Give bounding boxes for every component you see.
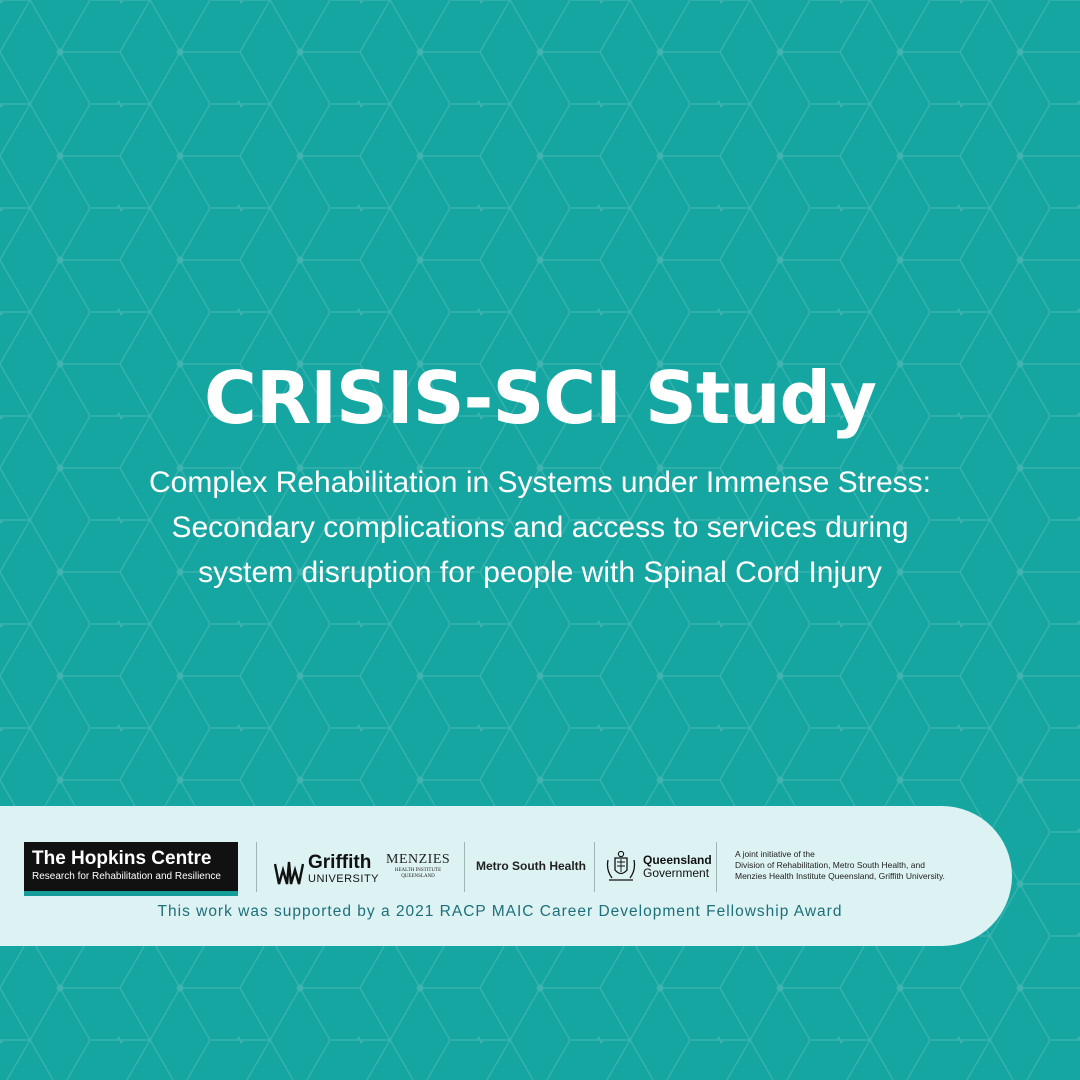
page-title: CRISIS-SCI Study — [203, 356, 876, 440]
joint-initiative-line: A joint initiative of the — [735, 849, 815, 859]
study-subtitle — [100, 460, 980, 595]
subtitle-line: Complex Rehabilitation in Systems under Immense Stress: — [149, 466, 931, 499]
menzies-sub: HEALTH INSTITUTE QUEENSLAND — [394, 868, 442, 879]
joint-initiative-line: Division of Rehabilitation, Metro South Health, and — [735, 860, 925, 870]
logo-divider — [464, 842, 465, 892]
coat-of-arms-icon — [605, 850, 637, 884]
hopkins-tagline: Research for Rehabilitation and Resilience — [32, 871, 221, 882]
griffith-sub: UNIVERSITY — [308, 873, 380, 885]
subtitle-line: Secondary complications and access to services during — [171, 511, 909, 544]
queensland-sub: Government — [643, 866, 710, 880]
funding-acknowledgement: This work was supported by a 2021 RACP MAIC Career Development Fellowship Award — [157, 903, 843, 920]
metro-south-health-logo: Metro South Health — [476, 859, 586, 873]
queensland-name: Queensland — [643, 853, 712, 867]
partner-logo-band — [0, 806, 1012, 946]
logo-divider — [716, 842, 717, 892]
griffith-university-logo — [274, 852, 379, 886]
logo-divider — [594, 842, 595, 892]
hopkins-name: The Hopkins Centre — [32, 848, 212, 869]
queensland-government-logo — [605, 850, 712, 884]
hopkins-centre-logo — [24, 842, 238, 896]
joint-initiative-text — [735, 849, 945, 882]
logo-divider — [256, 842, 257, 892]
menzies-logo — [386, 852, 450, 880]
joint-initiative-line: Menzies Health Institute Queensland, Griffith University. — [735, 871, 945, 881]
menzies-name: MENZIES — [386, 852, 451, 867]
griffith-name: Griffith — [308, 852, 372, 873]
griffith-mark-icon — [274, 860, 304, 886]
subtitle-line: system disruption for people with Spinal Cord Injury — [198, 556, 882, 589]
